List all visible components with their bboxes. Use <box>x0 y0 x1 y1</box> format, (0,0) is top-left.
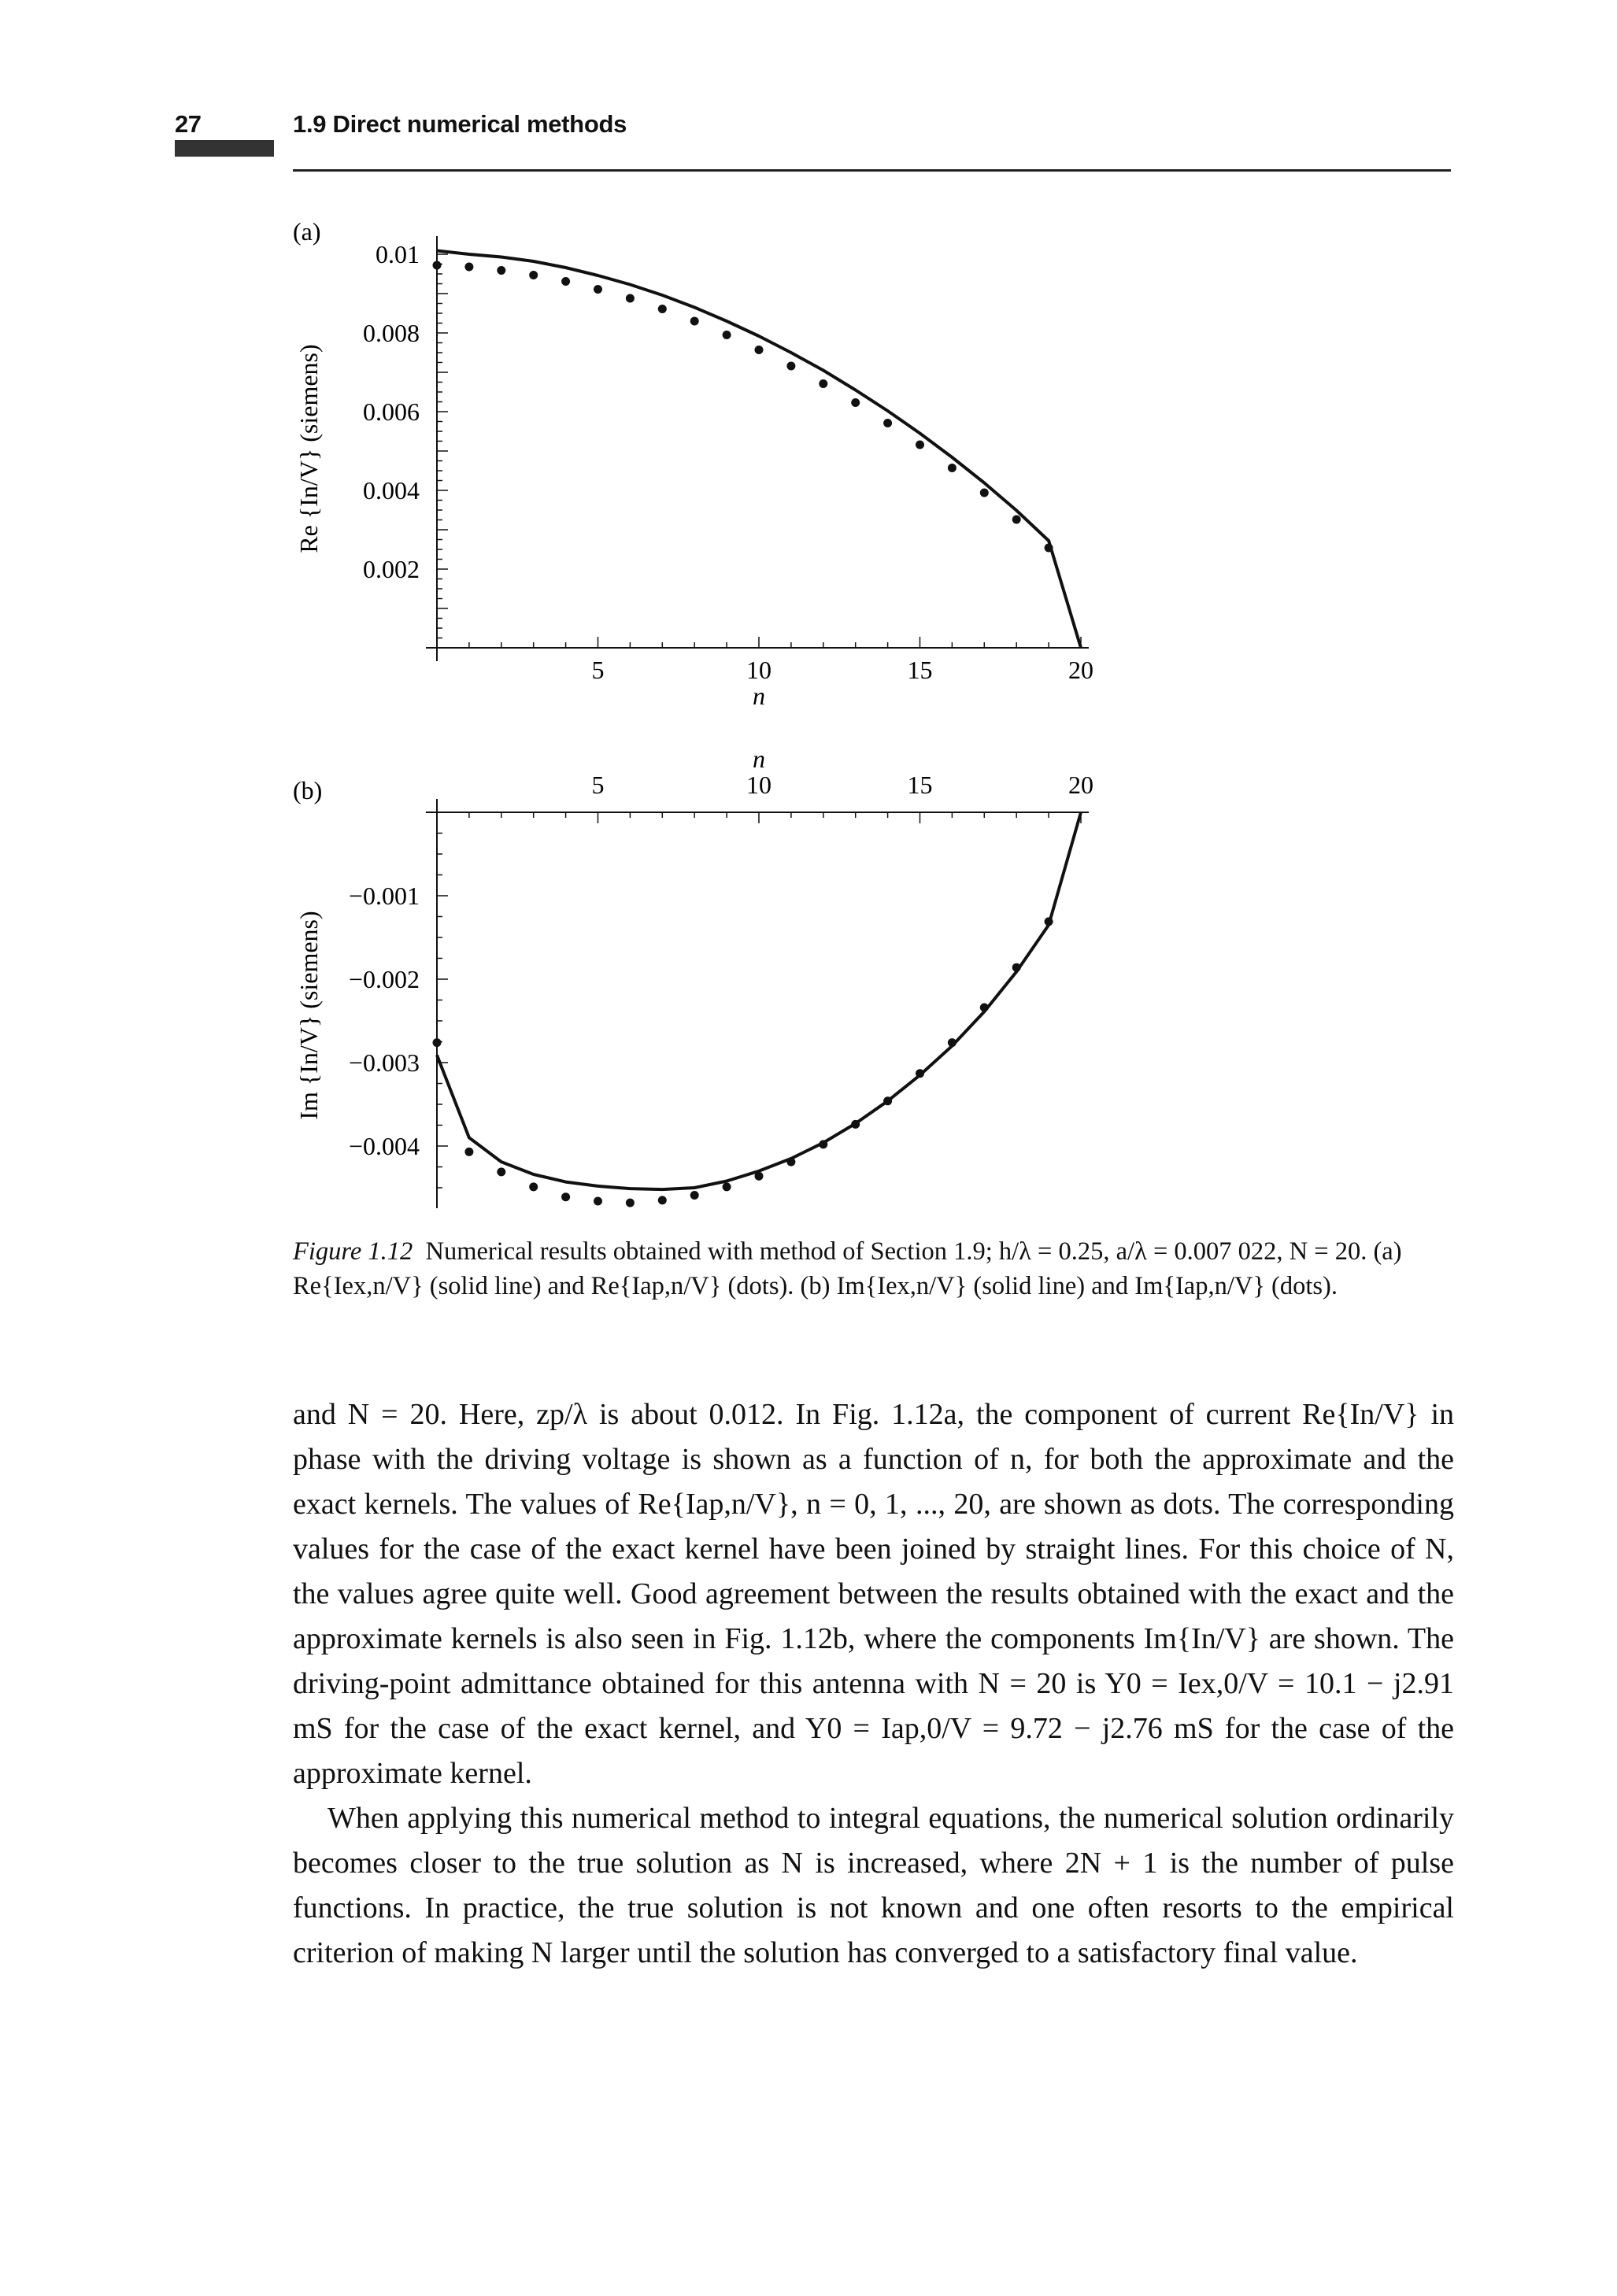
caption-label: Figure 1.12 <box>293 1237 413 1266</box>
y-tick-label: 0.006 <box>363 397 420 426</box>
section-title: 1.9 Direct numerical methods <box>293 110 627 138</box>
dot-point <box>819 1140 827 1148</box>
x-axis-label: n <box>753 682 765 710</box>
dot-point <box>1045 544 1053 553</box>
figure-caption <box>293 1234 1454 1303</box>
dot-point <box>980 489 989 497</box>
y-tick-label: 0.004 <box>363 476 420 505</box>
dot-point <box>594 285 602 294</box>
y-tick-label: 0.002 <box>363 555 420 583</box>
dot-point <box>1012 516 1021 524</box>
y-tick-label: 0.008 <box>363 319 420 347</box>
dot-point <box>723 331 731 339</box>
y-axis-label: Im {In/V} (siemens) <box>294 911 323 1120</box>
dot-point <box>948 1038 957 1047</box>
dot-point <box>819 379 827 388</box>
x-tick-label: 20 <box>1068 771 1093 799</box>
x-axis-label: n <box>753 745 765 773</box>
solid-line-series <box>437 812 1081 1189</box>
y-tick-label: −0.004 <box>348 1132 420 1160</box>
paragraph-2: When applying this numerical method to integral equations, the numerical solution ordinarily becomes closer to the true solution as N is increased, where 2N + 1 is the number of pulse functions. In practice, the true solution is not known and one often resorts to the empirical criterion of making N larger until the solution has converged to a satisfactory final value. <box>293 1802 1454 1969</box>
panel-label: (a) <box>293 217 321 246</box>
dot-point <box>1045 917 1053 926</box>
paragraph-1: and N = 20. Here, zp/λ is about 0.012. In Fig. 1.12a, the component of current Re{In/V} in phase with the driving voltage is shown as a function of n, for both the approximate and the exact kernels. The values of Re{Iap,n/V}, n = 0, 1, ..., 20, are shown as dots. The corresponding values for the case of the exact kernel have been joined by straight lines. For this choice of N, the values agree quite well. Good agreement between the results obtained with the exact and the approximate kernels is also seen in Fig. 1.12b, where the components Im{In/V} are shown. The driving-point admittance obtained for this antenna with N = 20 is Y0 = Iex,0/V = 10.1 − j2.91 mS for the case of the exact kernel, and Y0 = Iap,0/V = 9.72 − j2.76 mS for the case of the approximate kernel. <box>293 1398 1454 1790</box>
dot-point <box>723 1182 731 1191</box>
x-tick-label: 10 <box>746 656 771 684</box>
dot-point <box>658 305 667 313</box>
dot-point <box>594 1197 602 1206</box>
dot-point <box>464 263 473 272</box>
dot-point <box>626 1199 635 1207</box>
dot-point <box>1012 963 1021 972</box>
y-axis-label: Re {In/V} (siemens) <box>294 344 323 553</box>
dot-point <box>497 266 505 275</box>
panel-b <box>293 745 1093 1208</box>
dot-point <box>658 1196 667 1204</box>
y-tick-label: −0.003 <box>348 1048 420 1077</box>
dot-point <box>626 294 635 303</box>
dot-point <box>561 1192 570 1201</box>
x-tick-label: 5 <box>591 656 605 684</box>
panel-label: (b) <box>293 776 323 804</box>
caption-text: Numerical results obtained with method of Section 1.9; h/λ = 0.25, a/λ = 0.007 022, N = 20. (a) Re{Iex,n/V} (solid line) and Re{Iap,n/V} (dots). (b) Im{Iex,n/V} (solid line) and Im{Iap,n/V} (dots). <box>293 1237 1402 1300</box>
y-tick-label: −0.001 <box>348 882 420 910</box>
dot-point <box>883 1096 892 1105</box>
solid-line-series <box>437 251 1081 649</box>
dot-point <box>529 271 538 279</box>
dot-point <box>755 1172 764 1181</box>
y-tick-label: 0.01 <box>376 240 420 268</box>
dot-point <box>851 398 860 407</box>
dot-point <box>529 1182 538 1191</box>
dot-point <box>916 441 924 449</box>
x-tick-label: 5 <box>591 771 605 799</box>
dot-point <box>464 1148 473 1156</box>
x-tick-label: 15 <box>907 656 933 684</box>
dot-point <box>755 346 764 354</box>
dot-point <box>561 277 570 286</box>
x-tick-label: 10 <box>746 771 771 799</box>
panel-a <box>293 217 1093 710</box>
dot-point <box>690 1191 699 1200</box>
dot-point <box>786 1158 795 1166</box>
body-text <box>293 1392 1454 1976</box>
x-tick-label: 15 <box>907 771 933 799</box>
dot-point <box>980 1004 989 1012</box>
dot-point <box>433 261 442 270</box>
x-tick-label: 20 <box>1068 656 1093 684</box>
dot-point <box>948 464 957 472</box>
dot-point <box>690 317 699 326</box>
dot-point <box>851 1120 860 1129</box>
y-tick-label: −0.002 <box>348 965 420 993</box>
dot-point <box>497 1167 505 1176</box>
dot-point <box>786 362 795 371</box>
dot-point <box>433 1038 442 1047</box>
dot-point <box>916 1069 924 1078</box>
page-number: 27 <box>175 110 202 138</box>
dot-point <box>883 419 892 427</box>
